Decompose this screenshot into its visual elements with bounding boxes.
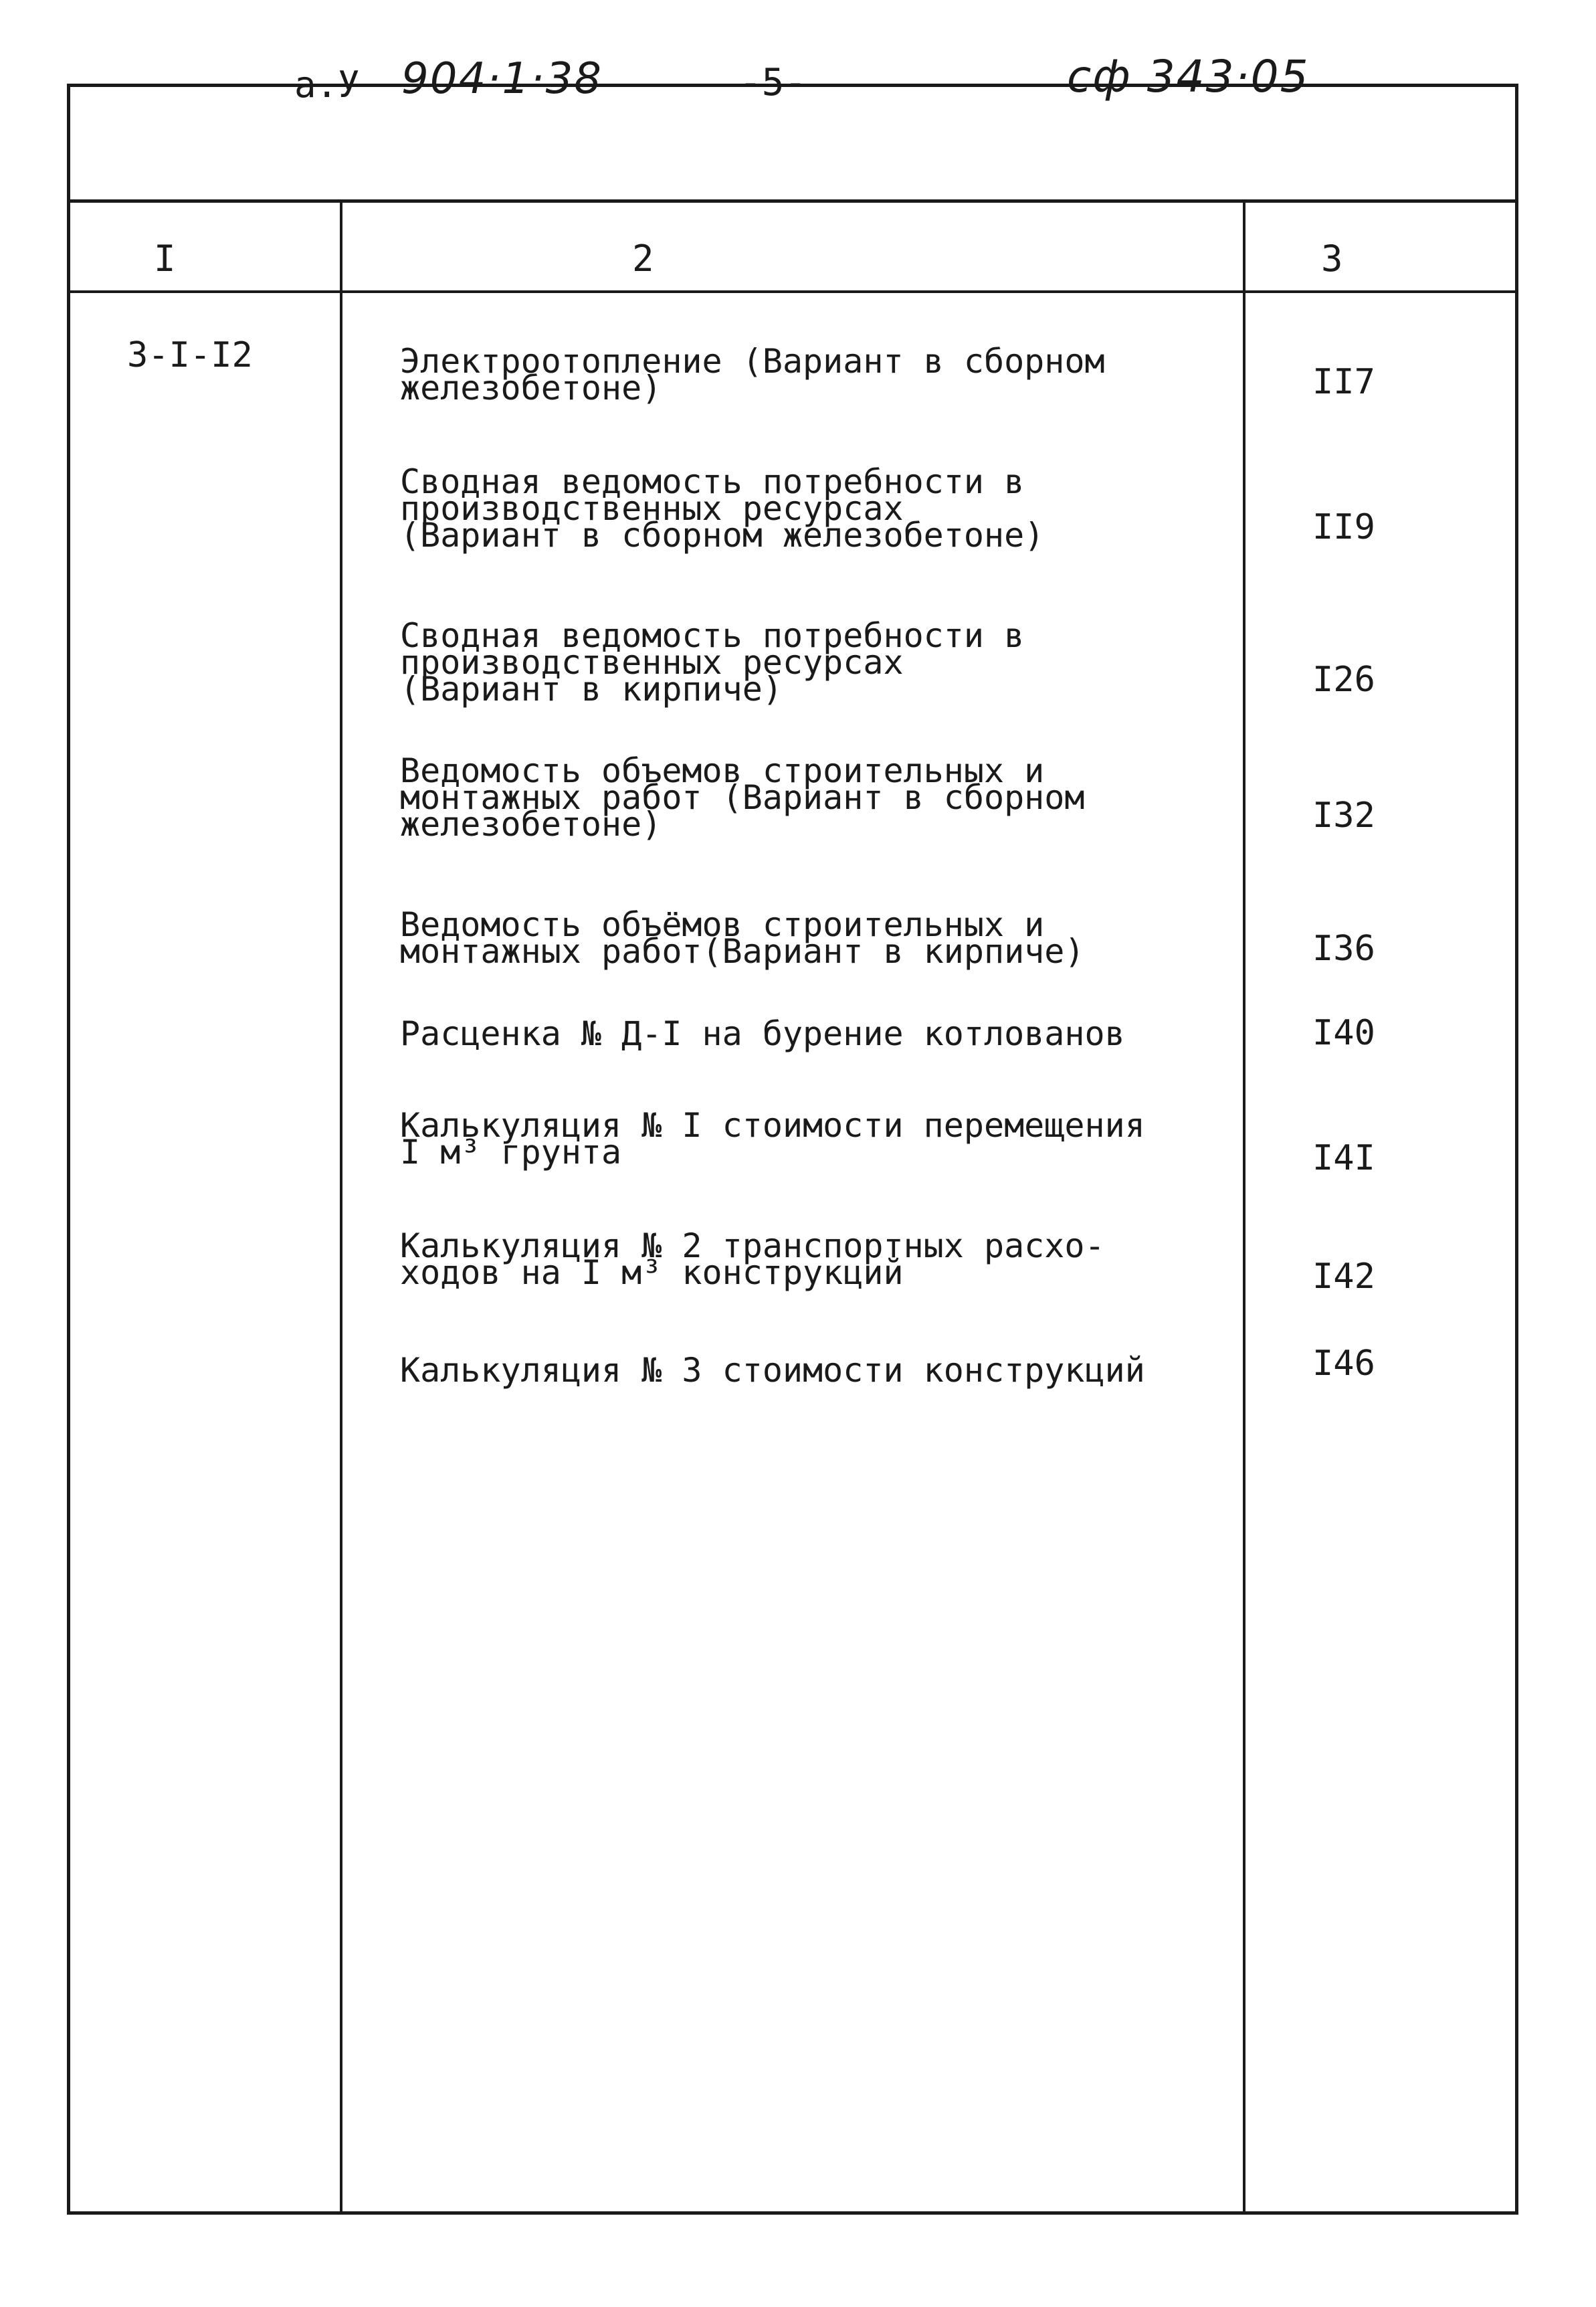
- column-header-1: I: [154, 238, 176, 280]
- entry-title: Сводная ведомость потребности в производственных ресурсах (Вариант в сборном железобетоне): [400, 462, 1045, 555]
- column-header-3: 3: [1321, 238, 1343, 280]
- entry-page: I40: [1312, 1013, 1375, 1053]
- reference-number: сф 343·05: [1067, 51, 1310, 102]
- entry-page: I26: [1312, 660, 1375, 700]
- column-header-2: 2: [632, 238, 654, 280]
- column-header-row: [67, 201, 1518, 293]
- entry-page: I42: [1312, 1257, 1375, 1297]
- header-prefix: а.У: [294, 64, 360, 106]
- entry-page: I4I: [1312, 1138, 1375, 1178]
- entry-title: Сводная ведомость потребности в производственных ресурсах (Вариант в кирпиче): [400, 616, 1025, 709]
- column-divider-2: [1243, 203, 1245, 2215]
- entry-title: Ведомость объёмов строительных и монтажных работ(Вариант в кирпиче): [400, 905, 1085, 971]
- column-divider-1: [340, 203, 342, 2215]
- entry-page: I32: [1312, 796, 1375, 836]
- page-marker: -5-: [739, 61, 807, 104]
- section-code: 3-I-I2: [127, 335, 253, 375]
- entry-title: Калькуляция № 3 стоимости конструкций: [400, 1351, 1145, 1390]
- entry-title: Калькуляция № I стоимости перемещения I м³ грунта: [400, 1106, 1145, 1172]
- entry-title: Расценка № Д-I на бурение котлованов: [400, 1014, 1125, 1053]
- entry-title: Электроотопление (Вариант в сборном железобетоне): [400, 342, 1105, 407]
- entry-page: I36: [1312, 929, 1375, 969]
- entry-page: I46: [1312, 1344, 1375, 1384]
- album-code: 904·1·38: [401, 54, 603, 104]
- entry-title: Калькуляция № 2 транспортных расхо- ходов на I м³ конструкций: [400, 1226, 1105, 1292]
- entry-page: II7: [1312, 362, 1375, 402]
- entry-title: Ведомость объемов строительных и монтажных работ (Вариант в сборном железобетоне): [400, 751, 1085, 844]
- entry-page: II9: [1312, 507, 1375, 547]
